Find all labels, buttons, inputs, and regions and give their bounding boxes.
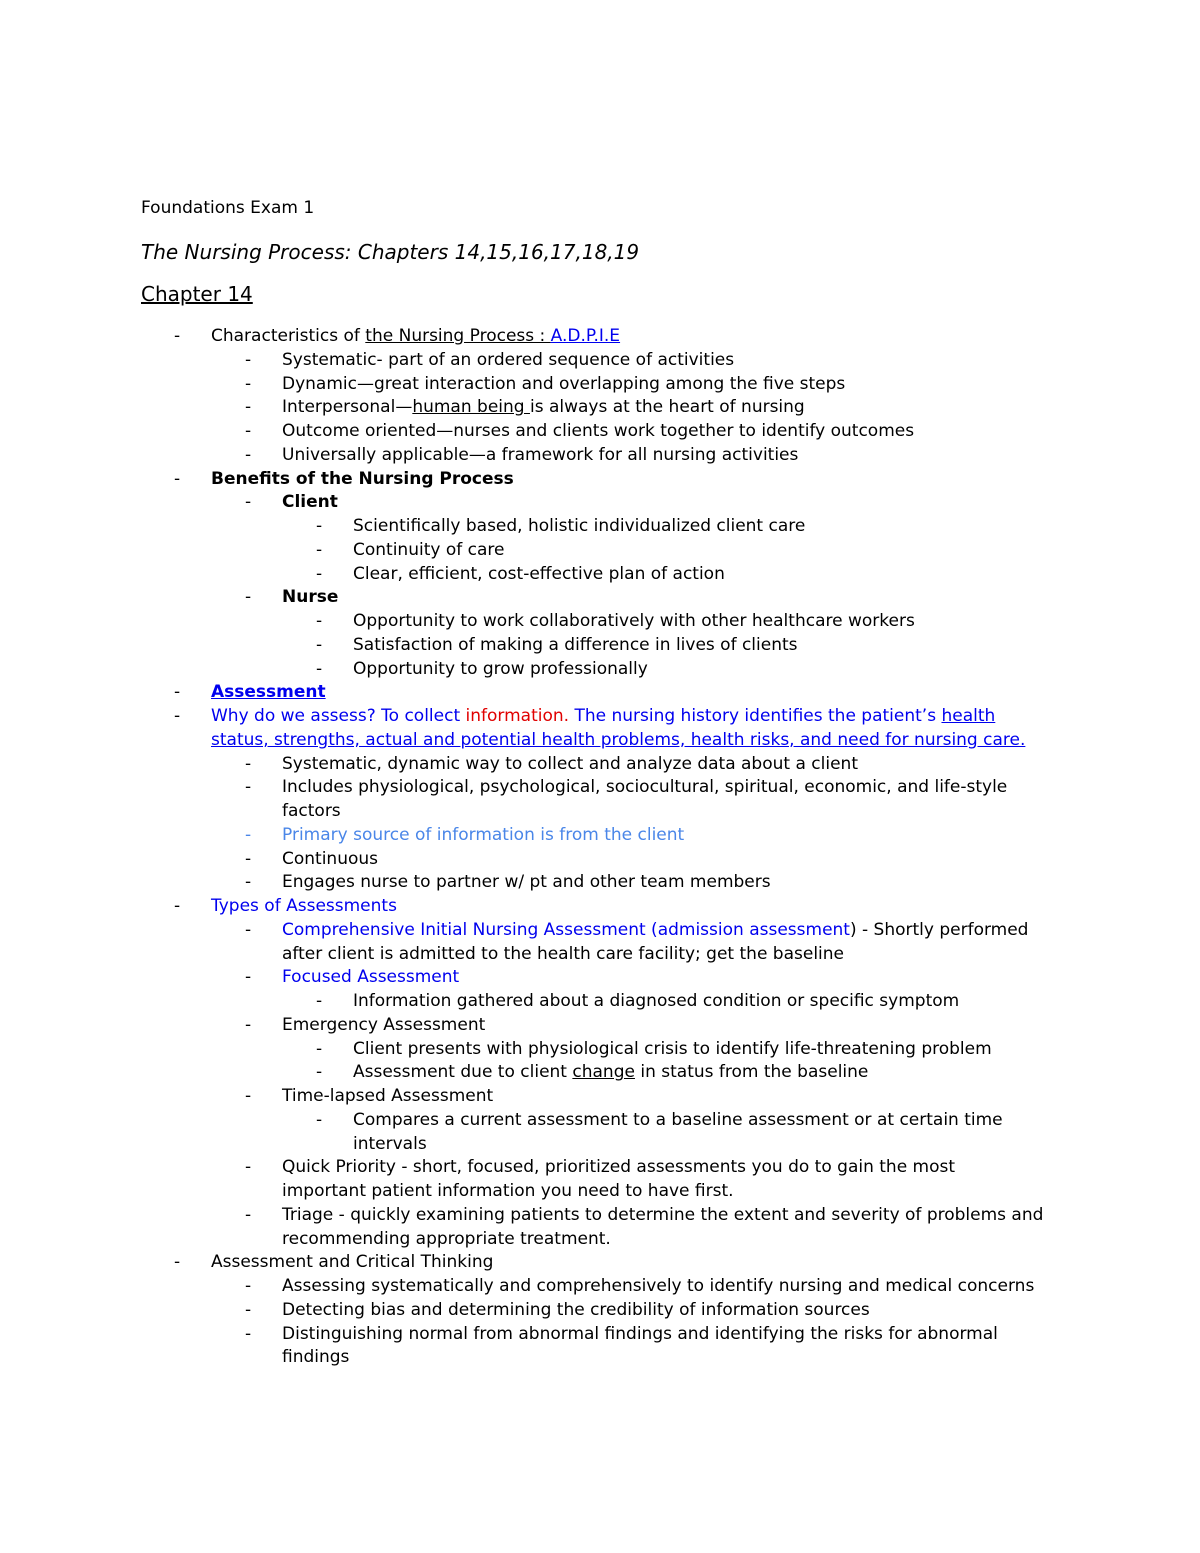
list-item-text: Client [282,492,338,513]
document-subtitle: The Nursing Process: Chapters 14,15,16,17,18,19 [141,240,640,264]
list-item-text: Assessing systematically and comprehensively to identify nursing and medical concerns [282,1276,1035,1296]
list-item-text: is always at the heart of nursing [529,397,805,418]
list-item-text: Triage - quickly examining patients to determine the extent and severity of problems and [282,1204,1044,1225]
bullet-dash: - [245,1086,252,1106]
list-item [282,444,798,467]
bullet-dash: - [245,1014,252,1035]
list-item-text: Clear, efficient, cost-effective plan of action [353,563,725,584]
list-item-text: in status from the baseline [634,1062,869,1083]
list-item [282,1299,870,1322]
list-item-text: important patient information you need to have first. [282,1181,734,1201]
bullet-dash: - [174,326,181,346]
list-item [211,705,995,728]
list-item-text: Assessment [211,682,326,703]
list-item [282,1156,955,1179]
list-item-text: Benefits of the Nursing Process [211,468,514,489]
list-item [282,491,338,514]
list-item-text: Client presents with physiological crisis to identify life-threatening problem [353,1038,992,1059]
bullet-dash: - [316,991,323,1011]
list-item-text: Characteristics of [211,326,366,346]
list-item-text: Continuity of care [353,539,505,560]
bullet-dash: - [245,1276,252,1296]
list-item-text: the Nursing Process : [365,326,551,346]
list-item-text: Systematic- part of an ordered sequence of activities [282,349,735,370]
bullet-dash: - [174,468,181,489]
list-item [282,919,1028,942]
bullet-dash: - [245,373,252,394]
list-item [282,871,771,894]
bullet-dash: - [245,753,252,774]
list-item-text: Comprehensive Initial Nursing Assessment (admission assessment [282,919,850,940]
list-item-text: Interpersonal— [282,397,413,418]
list-item [353,563,725,586]
list-item-text: ) - Shortly performed [849,919,1029,940]
list-item-text: information. [465,706,570,726]
list-item-text: Compares a current assessment to a baseline assessment or at certain time [353,1109,1003,1130]
bullet-dash: - [245,1204,252,1225]
list-item [282,1346,349,1369]
bullet-dash: - [245,919,252,940]
list-item [282,586,338,609]
list-item [282,1323,998,1346]
list-item-text: intervals [353,1133,427,1154]
list-item [282,848,378,871]
list-item [282,800,341,823]
list-item-text: Time-lapsed Assessment [282,1086,494,1106]
list-item [282,420,914,443]
bullet-dash: - [316,516,323,536]
list-item [353,1133,427,1156]
bullet-dash: - [174,896,181,916]
list-item [353,515,805,538]
list-item-text: Includes physiological, psychological, sociocultural, spiritual, economic, and life-style [282,777,1008,798]
list-item [282,753,858,776]
list-item-text: Assessment due to client [353,1062,573,1083]
list-item-text: Universally applicable—a framework for all nursing activities [282,444,799,465]
list-item [282,1228,611,1251]
list-item [282,1085,493,1108]
bullet-dash: - [245,349,252,370]
bullet-dash: - [174,1252,181,1273]
list-item [282,966,459,989]
document-title: Foundations Exam 1 [141,198,315,218]
bullet-dash: - [245,587,252,608]
bullet-dash: - [245,848,252,869]
list-item-text: Assessment and Critical Thinking [211,1252,494,1273]
bullet-dash: - [245,492,252,513]
list-item [211,1251,493,1274]
list-item [211,468,514,491]
list-item [282,1275,1034,1298]
list-item-text: Nurse [282,587,339,608]
bullet-dash: - [245,421,252,441]
bullet-dash: - [245,1157,252,1178]
list-item [211,325,620,348]
bullet-dash: - [245,824,252,845]
list-item-text: A.D.P.I.E [550,326,621,346]
bullet-dash: - [245,967,252,988]
bullet-dash: - [245,872,252,893]
list-item-text: status, strengths, actual and potential health problems, health risks, and need for nursing care. [211,729,1026,750]
list-item-text: Dynamic—great interaction and overlapping among the five steps [282,373,846,394]
list-item [282,824,684,847]
list-item [282,1180,734,1203]
list-item [353,1109,1003,1132]
bullet-dash: - [245,397,252,418]
bullet-dash: - [245,444,252,465]
bullet-dash: - [316,1109,323,1130]
bullet-dash: - [245,1323,252,1344]
list-item [282,349,734,372]
list-item [353,610,915,633]
list-item [211,681,326,704]
list-item-text: Emergency Assessment [282,1014,486,1035]
list-item [353,1038,992,1061]
list-item-text: after client is admitted to the health care facility; get the baseline [282,943,845,964]
bullet-dash: - [245,777,252,798]
bullet-dash: - [316,563,323,584]
chapter-heading: Chapter 14 [141,282,253,306]
bullet-dash: - [316,1062,323,1083]
list-item-text: Focused Assessment [282,967,460,988]
list-item-text: factors [282,801,341,821]
list-item-text: Primary source of information is from the client [282,824,685,845]
list-item-text: Opportunity to work collaboratively with other healthcare workers [353,611,915,631]
list-item-text: health [941,706,996,726]
list-item-text: Outcome oriented—nurses and clients work together to identify outcomes [282,421,915,441]
bullet-dash: - [316,611,323,631]
list-item-text: The nursing history identifies the patient’s [569,706,942,726]
list-item-text: Detecting bias and determining the credibility of information sources [282,1299,870,1320]
list-item-text: Scientifically based, holistic individualized client care [353,516,806,536]
list-item-text: Information gathered about a diagnosed condition or specific symptom [353,991,960,1011]
bullet-dash: - [316,539,323,560]
bullet-dash: - [316,634,323,655]
bullet-dash: - [245,1299,252,1320]
bullet-dash: - [316,658,323,679]
list-item-text: Types of Assessments [211,896,397,916]
list-item-text: Satisfaction of making a difference in lives of clients [353,634,798,655]
list-item [282,1014,485,1037]
bullet-dash: - [174,682,181,703]
list-item [353,1061,868,1084]
list-item [282,373,845,396]
list-item [353,658,648,681]
list-item [282,396,805,419]
list-item [211,729,1025,752]
list-item [211,895,397,918]
list-item-text: Why do we assess? To collect [211,706,466,726]
list-item-text: Distinguishing normal from abnormal findings and identifying the risks for abnormal [282,1323,998,1344]
bullet-dash: - [174,706,181,726]
bullet-dash: - [316,1038,323,1059]
list-item-text: Continuous [282,848,379,869]
list-item [353,539,504,562]
list-item [282,943,844,966]
list-item-text: change [572,1062,635,1083]
list-item-text: recommending appropriate treatment. [282,1228,611,1249]
list-item [282,776,1007,799]
list-item [353,990,959,1013]
list-item-text: Engages nurse to partner w/ pt and other team members [282,872,771,893]
list-item-text: human being [412,397,530,418]
list-item-text: findings [282,1347,350,1368]
list-item-text: Systematic, dynamic way to collect and analyze data about a client [282,753,858,774]
list-item [282,1204,1043,1227]
list-item [353,634,798,657]
list-item-text: Opportunity to grow professionally [353,658,648,679]
list-item-text: Quick Priority - short, focused, prioritized assessments you do to gain the most [282,1157,956,1178]
